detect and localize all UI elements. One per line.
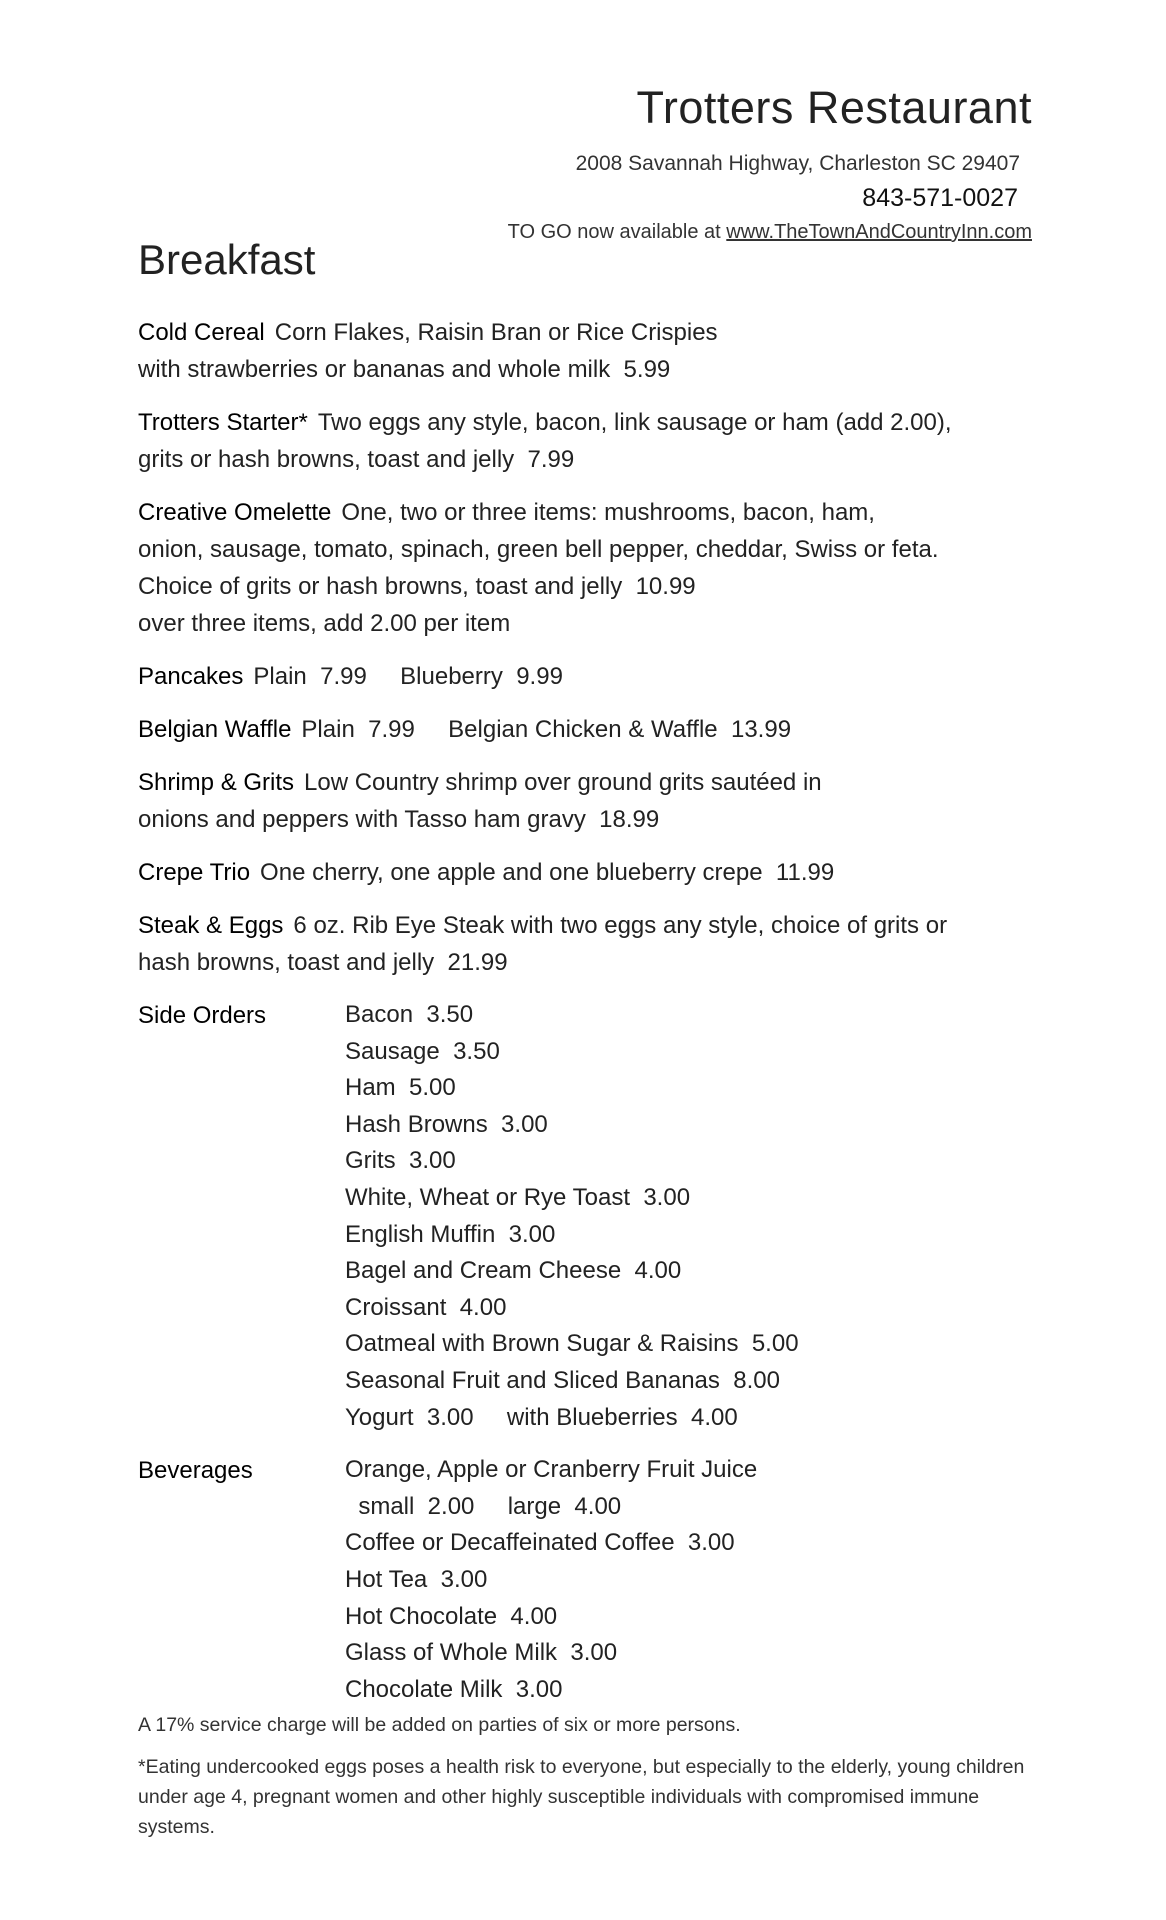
side-order-item: Croissant 4.00: [345, 1293, 507, 1321]
health-warning-note: *Eating undercooked eggs poses a health risk to everyone, but especially to the elderly, young children under age 4, pregnant women and other highly susceptible individuals with compromised immune systems.: [138, 1756, 1025, 1838]
menu-item-description: Corn Flakes, Raisin Bran or Rice Crispies: [274, 319, 718, 346]
menu-item-name: Pancakes: [138, 663, 244, 690]
service-charge-note: A 17% service charge will be added on parties of six or more persons.: [138, 1714, 741, 1736]
side-order-item: Sausage 3.50: [345, 1037, 500, 1065]
restaurant-phone: 843-571-0027: [862, 184, 1018, 212]
menu-item-description: One, two or three items: mushrooms, bacon, ham,: [341, 499, 875, 526]
menu-item: [138, 404, 1038, 478]
beverages-label: Beverages: [138, 1457, 253, 1485]
togo-link[interactable]: www.TheTownAndCountryInn.com: [726, 221, 1032, 243]
side-orders-section: [138, 997, 1038, 1436]
beverages-section: [138, 1452, 1038, 1708]
side-orders-list: [345, 997, 799, 1436]
side-order-item: Hash Browns 3.00: [345, 1110, 548, 1138]
menu-item-name: Steak & Eggs: [138, 912, 284, 939]
restaurant-address: 2008 Savannah Highway, Charleston SC 29407: [575, 152, 1020, 175]
menu-item-description-line: over three items, add 2.00 per item: [138, 610, 511, 637]
togo-prefix: TO GO now available at: [507, 221, 721, 243]
menu-item: [138, 907, 1038, 981]
side-order-item: White, Wheat or Rye Toast 3.00: [345, 1183, 691, 1211]
menu-item: [138, 854, 1038, 891]
menu-item-name: Creative Omelette: [138, 499, 332, 526]
beverage-item: Chocolate Milk 3.00: [345, 1675, 563, 1703]
menu-item-name: Shrimp & Grits: [138, 769, 295, 796]
side-order-item: Bacon 3.50: [345, 1001, 474, 1028]
menu-item-description-line: Choice of grits or hash browns, toast and jelly 10.99: [138, 573, 696, 600]
menu-item-description-line: hash browns, toast and jelly 21.99: [138, 949, 508, 976]
menu-item: [138, 494, 1038, 642]
side-order-item: Yogurt 3.00 with Blueberries 4.00: [345, 1403, 738, 1431]
side-order-item: Ham 5.00: [345, 1074, 456, 1102]
side-order-item: English Muffin 3.00: [345, 1220, 556, 1248]
beverage-item: Hot Tea 3.00: [345, 1565, 488, 1593]
menu-item-description: Low Country shrimp over ground grits sautéed in: [304, 769, 822, 796]
side-order-item: Oatmeal with Brown Sugar & Raisins 5.00: [345, 1330, 799, 1358]
beverage-item: Coffee or Decaffeinated Coffee 3.00: [345, 1529, 735, 1557]
menu-item-description: 6 oz. Rib Eye Steak with two eggs any style, choice of grits or: [293, 912, 948, 939]
side-orders-label: Side Orders: [138, 1002, 267, 1029]
beverages-list: [345, 1452, 757, 1708]
section-title: Breakfast: [138, 236, 316, 283]
menu-item-description-line: with strawberries or bananas and whole milk 5.99: [138, 356, 671, 383]
side-order-item: Bagel and Cream Cheese 4.00: [345, 1257, 682, 1285]
menu-item-description: Plain 7.99 Blueberry 9.99: [253, 663, 563, 690]
menu-item-name: Belgian Waffle: [138, 716, 292, 743]
menu-item: [138, 764, 1038, 838]
menu-item-description: Two eggs any style, bacon, link sausage or ham (add 2.00),: [317, 409, 952, 436]
menu-item-description-line: grits or hash browns, toast and jelly 7.99: [138, 446, 575, 473]
menu-item: [138, 711, 1038, 748]
menu-item: [138, 658, 1038, 695]
menu-item-description-line: onion, sausage, tomato, spinach, green bell pepper, cheddar, Swiss or feta.: [138, 536, 939, 563]
menu-item-description: Plain 7.99 Belgian Chicken & Waffle 13.99: [301, 716, 792, 743]
menu-item: [138, 314, 1038, 388]
restaurant-header: [508, 80, 1032, 246]
restaurant-name: Trotters Restaurant: [636, 82, 1032, 133]
menu-notes: [138, 1710, 1038, 1854]
beverage-item: Orange, Apple or Cranberry Fruit Juice: [345, 1456, 758, 1484]
menu-items: [138, 314, 1038, 981]
side-order-item: Grits 3.00: [345, 1147, 456, 1175]
menu-item-description: One cherry, one apple and one blueberry crepe 11.99: [260, 859, 835, 886]
menu-item-description-line: onions and peppers with Tasso ham gravy 18.99: [138, 806, 660, 833]
togo-line: [508, 218, 1032, 246]
beverage-item: small 2.00 large 4.00: [345, 1492, 622, 1520]
beverage-item: Hot Chocolate 4.00: [345, 1602, 558, 1630]
beverage-item: Glass of Whole Milk 3.00: [345, 1639, 618, 1667]
menu-list: [138, 314, 1038, 1724]
side-order-item: Seasonal Fruit and Sliced Bananas 8.00: [345, 1366, 780, 1394]
menu-item-name: Trotters Starter*: [138, 409, 308, 436]
menu-item-name: Crepe Trio: [138, 859, 251, 886]
menu-item-name: Cold Cereal: [138, 319, 265, 346]
